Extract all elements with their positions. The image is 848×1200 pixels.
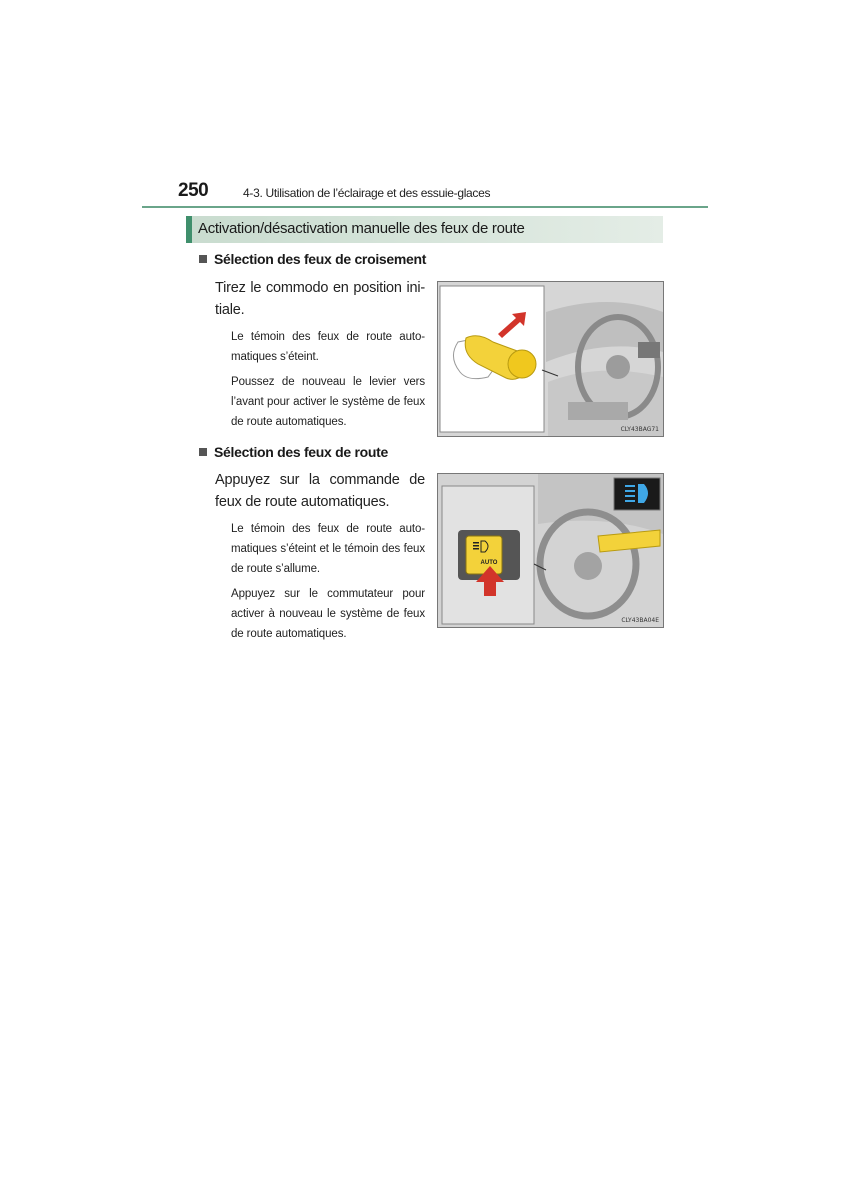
note-high-beam-1: Le témoin des feux de route auto-matiques s’éteint et le témoin des feux de route s’allume. bbox=[231, 523, 425, 575]
note-high-beam-2: Appuyez sur le commutateur pour activer à nouveau le système de feux de route automatiques. bbox=[231, 588, 425, 640]
page-number: 250 bbox=[178, 180, 209, 201]
dashboard-switch-illustration bbox=[438, 474, 663, 627]
subheading-low-beam-text: Sélection des feux de croisement bbox=[214, 251, 427, 267]
figure-lever-pull bbox=[437, 281, 664, 437]
chapter-title: 4-3. Utilisation de l’éclairage et des essuie-glaces bbox=[243, 186, 491, 200]
note-low-beam-2: Poussez de nouveau le levier vers l’avant pour activer le système de feux de route automatiques. bbox=[231, 376, 425, 428]
section-title: Activation/désactivation manuelle des feux de route bbox=[198, 220, 525, 237]
dashboard-lever-illustration bbox=[438, 282, 663, 436]
header-rule bbox=[142, 206, 708, 208]
instruction-low-beam: Tirez le commodo en position ini-tiale. bbox=[215, 280, 425, 318]
square-bullet-icon bbox=[199, 255, 207, 263]
section-banner bbox=[186, 216, 663, 243]
auto-switch-label: AUTO bbox=[480, 560, 498, 566]
instruction-high-beam: Appuyez sur la commande de feux de route automatiques. bbox=[215, 472, 425, 510]
figure-code-2: CLY43BA04E bbox=[621, 617, 659, 624]
figure-auto-switch bbox=[437, 473, 664, 628]
subheading-low-beam bbox=[199, 251, 426, 267]
note-low-beam-1: Le témoin des feux de route auto-matiques s’éteint. bbox=[231, 331, 425, 363]
square-bullet-icon bbox=[199, 448, 207, 456]
subheading-high-beam bbox=[199, 444, 388, 460]
page-header bbox=[142, 178, 708, 208]
figure-code-1: CLY43BAG71 bbox=[620, 426, 659, 433]
subheading-high-beam-text: Sélection des feux de route bbox=[214, 444, 388, 460]
